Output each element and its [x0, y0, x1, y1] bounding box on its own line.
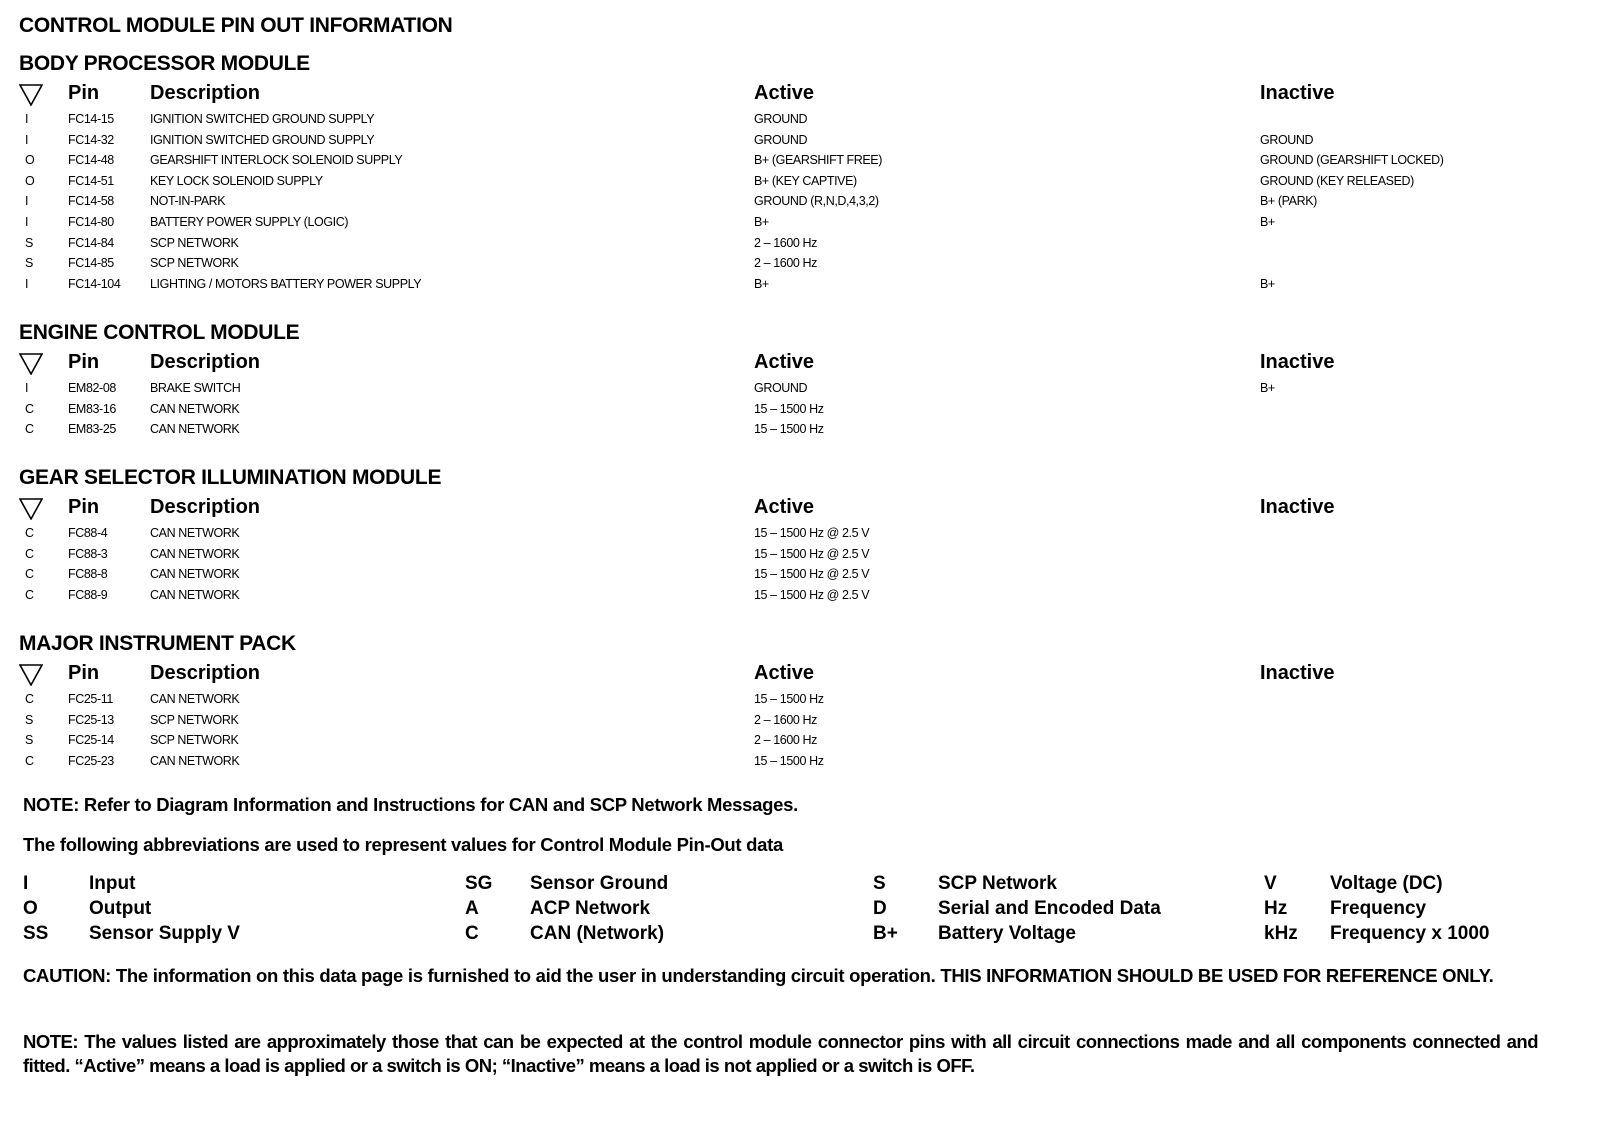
cell-inactive: B+ [1260, 214, 1275, 229]
cell-description: SCP NETWORK [150, 235, 239, 250]
header-inactive: Inactive [1260, 351, 1335, 373]
cell-description: GEARSHIFT INTERLOCK SOLENOID SUPPLY [150, 153, 403, 168]
abbr-label: SCP Network [938, 873, 1057, 894]
cell-pin: FC88-4 [68, 526, 108, 540]
abbr-label: Frequency x 1000 [1330, 923, 1490, 944]
table-row [0, 731, 1600, 752]
table-row [0, 400, 1600, 421]
abbr-code: S [873, 873, 886, 894]
module-title: BODY PROCESSOR MODULE [19, 52, 310, 75]
abbr-code: Hz [1264, 898, 1288, 919]
header-active: Active [754, 496, 815, 518]
table-row [0, 711, 1600, 732]
abbr-label: Sensor Ground [530, 873, 669, 894]
abbr-label: Output [89, 898, 152, 919]
table-row [0, 110, 1600, 131]
abbr-code: I [23, 873, 29, 894]
cell-inactive: GROUND [1260, 132, 1314, 147]
cell-type: S [25, 733, 33, 748]
cell-pin: FC88-3 [68, 546, 108, 561]
cell-inactive: B+ [1260, 381, 1275, 395]
abbreviations-legend [0, 873, 1600, 953]
cell-active: 15 – 1500 Hz [754, 401, 824, 416]
cell-active: B+ [754, 214, 769, 229]
cell-active: GROUND (R,N,D,4,3,2) [754, 194, 879, 209]
cell-pin: EM83-25 [68, 422, 116, 437]
cell-description: CAN NETWORK [150, 526, 240, 540]
cell-pin: FC25-14 [68, 733, 114, 748]
cell-description: BATTERY POWER SUPPLY (LOGIC) [150, 214, 349, 229]
cell-description: CAN NETWORK [150, 692, 240, 706]
triangle-icon [19, 664, 43, 686]
header-pin: Pin [68, 351, 100, 373]
module-title: ENGINE CONTROL MODULE [19, 321, 300, 344]
cell-type: C [25, 567, 34, 582]
header-pin: Pin [68, 662, 100, 684]
page-title: CONTROL MODULE PIN OUT INFORMATION [19, 14, 453, 37]
table-row [0, 565, 1600, 586]
cell-active: B+ [754, 276, 769, 291]
cell-type: C [25, 526, 34, 540]
abbr-label: Voltage (DC) [1330, 873, 1443, 894]
cell-active: 15 – 1500 Hz @ 2.5 V [754, 546, 870, 561]
table-row [0, 275, 1600, 296]
cell-active: 2 – 1600 Hz [754, 235, 818, 250]
cell-pin: FC14-104 [68, 276, 121, 291]
cell-active: 2 – 1600 Hz [754, 733, 818, 748]
header-inactive: Inactive [1260, 662, 1335, 684]
cell-active: GROUND [754, 112, 808, 126]
table-row [0, 254, 1600, 275]
cell-inactive: GROUND (GEARSHIFT LOCKED) [1260, 153, 1444, 168]
header-description: Description [150, 82, 261, 104]
cell-active: B+ (GEARSHIFT FREE) [754, 153, 882, 168]
abbr-code: C [465, 923, 479, 944]
cell-type: I [25, 132, 29, 147]
table-row [0, 545, 1600, 566]
abbr-code: O [23, 898, 38, 919]
abbr-label: Input [89, 873, 136, 894]
cell-type: C [25, 401, 34, 416]
cell-active: 15 – 1500 Hz @ 2.5 V [754, 526, 870, 540]
abbr-code: D [873, 898, 887, 919]
cell-active: 2 – 1600 Hz [754, 256, 818, 271]
cell-description: CAN NETWORK [150, 567, 240, 582]
table-row [0, 524, 1600, 545]
cell-active: GROUND [754, 132, 808, 147]
header-pin: Pin [68, 496, 100, 518]
caution-text: CAUTION: The information on this data page is furnished to aid the user in understanding circuit operation. THIS INFORMATION SHOULD BE USED FOR REFERENCE ONLY. [23, 965, 1494, 986]
table-row [0, 752, 1600, 773]
cell-pin: FC88-9 [68, 587, 108, 602]
cell-pin: EM82-08 [68, 381, 116, 395]
cell-active: B+ (KEY CAPTIVE) [754, 173, 857, 188]
cell-pin: FC14-51 [68, 173, 114, 188]
cell-description: SCP NETWORK [150, 256, 239, 271]
cell-type: C [25, 587, 34, 602]
table-row [0, 420, 1600, 441]
header-active: Active [754, 351, 815, 373]
cell-active: 15 – 1500 Hz [754, 692, 824, 706]
cell-pin: FC14-84 [68, 235, 114, 250]
cell-active: 2 – 1600 Hz [754, 712, 818, 727]
triangle-icon [19, 84, 43, 106]
cell-type: S [25, 712, 33, 727]
cell-description: IGNITION SWITCHED GROUND SUPPLY [150, 112, 375, 126]
header-description: Description [150, 351, 261, 373]
abbreviations-intro: The following abbreviations are used to represent values for Control Module Pin-Out data [23, 834, 783, 855]
cell-type: I [25, 276, 29, 291]
abbr-label: Battery Voltage [938, 923, 1076, 944]
cell-description: CAN NETWORK [150, 587, 240, 602]
table-row [0, 131, 1600, 152]
cell-active: 15 – 1500 Hz @ 2.5 V [754, 587, 870, 602]
cell-pin: FC25-11 [68, 692, 113, 706]
table-row [0, 213, 1600, 234]
cell-active: GROUND [754, 381, 808, 395]
header-active: Active [754, 662, 815, 684]
cell-active: 15 – 1500 Hz [754, 422, 824, 437]
cell-type: I [25, 214, 29, 229]
abbr-label: CAN (Network) [530, 923, 665, 944]
network-note: NOTE: Refer to Diagram Information and Instructions for CAN and SCP Network Messages. [23, 794, 798, 815]
cell-description: CAN NETWORK [150, 753, 240, 768]
header-pin: Pin [68, 82, 100, 104]
cell-pin: FC25-23 [68, 753, 114, 768]
module-title: MAJOR INSTRUMENT PACK [19, 632, 296, 655]
cell-description: BRAKE SWITCH [150, 381, 241, 395]
triangle-icon [19, 498, 43, 520]
cell-type: C [25, 753, 34, 768]
module-title: GEAR SELECTOR ILLUMINATION MODULE [19, 466, 442, 489]
cell-pin: FC14-15 [68, 112, 114, 126]
cell-inactive: B+ (PARK) [1260, 194, 1317, 209]
table-row [0, 379, 1600, 400]
header-description: Description [150, 496, 261, 518]
cell-active: 15 – 1500 Hz @ 2.5 V [754, 567, 870, 582]
values-note: NOTE: The values listed are approximately those that can be expected at the control module connector pins with all circuit connections made and all components connected and fitted. “Active” means a load is applied or a switch is ON; “Inactive” means a load is not applied or a switch is OFF. [23, 1031, 1538, 1076]
cell-type: I [25, 112, 29, 126]
cell-type: I [25, 381, 29, 395]
cell-pin: FC14-80 [68, 214, 114, 229]
cell-description: SCP NETWORK [150, 712, 239, 727]
cell-type: C [25, 546, 34, 561]
cell-inactive: GROUND (KEY RELEASED) [1260, 173, 1414, 188]
cell-pin: FC14-48 [68, 153, 114, 168]
cell-description: CAN NETWORK [150, 546, 240, 561]
abbr-code: SS [23, 923, 49, 944]
header-active: Active [754, 82, 815, 104]
cell-type: C [25, 692, 34, 706]
table-row [0, 690, 1600, 711]
cell-description: LIGHTING / MOTORS BATTERY POWER SUPPLY [150, 276, 422, 291]
cell-pin: FC88-8 [68, 567, 108, 582]
abbr-code: SG [465, 873, 493, 894]
table-row [0, 172, 1600, 193]
cell-description: SCP NETWORK [150, 733, 239, 748]
abbr-code: B+ [873, 923, 898, 944]
abbr-label: ACP Network [530, 898, 651, 919]
abbr-label: Frequency [1330, 898, 1427, 919]
cell-type: C [25, 422, 34, 437]
cell-type: O [25, 173, 35, 188]
cell-description: IGNITION SWITCHED GROUND SUPPLY [150, 132, 375, 147]
table-row [0, 151, 1600, 172]
cell-inactive: B+ [1260, 276, 1275, 291]
cell-description: CAN NETWORK [150, 422, 240, 437]
cell-active: 15 – 1500 Hz [754, 753, 824, 768]
cell-pin: FC25-13 [68, 712, 114, 727]
cell-pin: FC14-85 [68, 256, 114, 271]
table-row [0, 192, 1600, 213]
abbr-code: kHz [1264, 923, 1298, 944]
cell-pin: EM83-16 [68, 401, 116, 416]
header-inactive: Inactive [1260, 82, 1335, 104]
cell-pin: FC14-58 [68, 194, 114, 209]
table-row [0, 234, 1600, 255]
cell-type: O [25, 153, 35, 168]
abbr-label: Serial and Encoded Data [938, 898, 1161, 919]
table-row [0, 586, 1600, 607]
cell-type: S [25, 235, 33, 250]
cell-description: KEY LOCK SOLENOID SUPPLY [150, 173, 323, 188]
abbr-code: V [1264, 873, 1277, 894]
cell-description: NOT-IN-PARK [150, 194, 226, 209]
abbr-code: A [465, 898, 479, 919]
header-inactive: Inactive [1260, 496, 1335, 518]
cell-type: S [25, 256, 33, 271]
cell-description: CAN NETWORK [150, 401, 240, 416]
abbr-label: Sensor Supply V [89, 923, 240, 944]
cell-type: I [25, 194, 29, 209]
triangle-icon [19, 353, 43, 375]
header-description: Description [150, 662, 261, 684]
cell-pin: FC14-32 [68, 132, 114, 147]
